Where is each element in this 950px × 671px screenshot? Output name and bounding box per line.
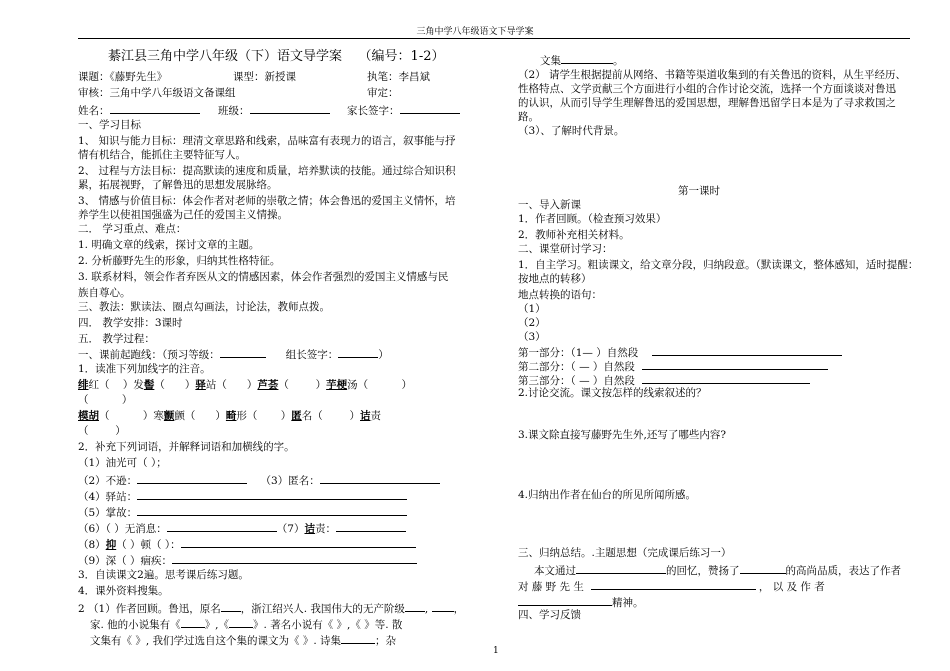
research-task: 4．课外资料搜集。 — [78, 585, 169, 597]
goal-3-cont: 养学生以使祖国强盛为己任的爱国主义情操。 — [78, 209, 288, 221]
meta-approve: 审定： — [367, 87, 399, 99]
pinyin-task: 1．读准下列加线字的注音。 — [78, 363, 211, 375]
pinyin-row-2-cont: （ ） — [78, 425, 126, 437]
essay-collection-line: 文集 。 — [540, 52, 624, 69]
keypoint-1: 1. 明确文章的线索，探讨文章的主题。 — [78, 239, 260, 251]
keypoint-3-cont: 族自尊心。 — [78, 287, 131, 299]
title-text: 綦江县三角中学八年级（下）语文导学案 — [108, 49, 343, 64]
vocab-task: 2．补充下列词语，并解释词语和加横线的字。 — [78, 441, 295, 453]
place-1: （1） — [518, 303, 546, 315]
place-2: （2） — [518, 317, 546, 329]
vocab-2-3: （2）不逊： （3）匿名： — [78, 472, 440, 489]
page-number: 1 — [493, 646, 499, 656]
pinyin-row-2: 模胡（ ）寒颤颤（ ）畸形（ ）匿名（ ）诘责 — [78, 410, 381, 422]
discussion-3: 的认识，从而引导学生理解鲁迅的爱国思想，理解鲁迅留学日本是为了寻求救国之 — [518, 97, 896, 109]
pinyin-row-1-cont: （ ） — [78, 394, 133, 406]
meta-author: 执笔：李昌斌 — [367, 71, 430, 83]
running-header: 三角中学八年级语文下导学案 — [416, 27, 534, 37]
keypoint-2: 2. 分析藤野先生的形象，归纳其性格特征。 — [78, 255, 281, 267]
vocab-4: （4）驿站： — [78, 488, 407, 505]
author-line-2: 家. 他的小说集有《 》,《 》. 著名小说有《 》,《 》等. 散 — [90, 616, 402, 633]
vocab-1: （1）油光可（ ）； — [78, 457, 167, 469]
place-3: （3） — [518, 331, 546, 343]
question-sendai: 4.归纳出作者在仙台的所见所闻所感。 — [518, 489, 697, 501]
reading-task: 3．自读课文2遍。思考课后练习题。 — [78, 569, 249, 581]
place-sentences: 地点转换的语句： — [518, 289, 602, 301]
feedback-section: 四、学习反馈 — [518, 609, 581, 621]
question-content: 3.课文除直接写藤野先生外,还写了哪些内容? — [518, 429, 726, 441]
part-3: 第三部分：（ — ）自然段 — [518, 372, 810, 389]
theme-line-2: 对 藤 野 先 生 ， 以 及 作 者 — [518, 578, 825, 595]
discussion-1: （2） 请学生根据提前从网络、书籍等渠道收集到的有关鲁迅的资料，从生平经历、 — [518, 69, 907, 81]
vocab-5: （5）掌故： — [78, 504, 407, 521]
parent-sign-field[interactable]: 家长签字： — [347, 102, 460, 119]
intro-section: 一、导入新课 — [518, 199, 581, 211]
class-study: 二、课堂研讨学习： — [518, 243, 613, 255]
summary-section: 三、归纳总结。.主题思想（完成课后练习一） — [518, 547, 732, 559]
background-task: （3）、了解时代背景。 — [518, 125, 625, 137]
discussion-2: 性格特点、文学贡献三个方面进行小组的合作讨论交流，选择一个方面谈谈对鲁迅 — [518, 83, 896, 95]
vocab-8: （8）抑（ ）顿（ ）： — [78, 536, 416, 553]
section-schedule: 四． 教学安排：3课时 — [78, 317, 183, 329]
section-process: 五． 教学过程： — [78, 333, 155, 345]
goal-2: 2、 过程与方法目标：提高默读的速度和质量，培养默读的技能。通过综合知识积 — [78, 165, 456, 177]
section-method: 三、教法：默读法、圈点勾画法，讨论法，教师点拨。 — [78, 301, 330, 313]
intro-2: 2．教师补充相关材料。 — [518, 229, 630, 241]
title-code: （编号：1-2） — [358, 49, 445, 64]
theme-line-1: 本文通过 的回忆，赞扬了 的高尚品质，表达了作者 — [534, 562, 901, 579]
meta-topic: 课题：《藤野先生》 — [78, 71, 168, 83]
part-2: 第二部分：（ — ）自然段 — [518, 358, 828, 375]
author-line-3: 文集有《 》, 我们学过选自这个集的课文为《 》. 诗集 ；杂 — [90, 632, 396, 649]
preview-grade-blank[interactable] — [220, 346, 266, 358]
name-field[interactable]: 姓名： — [78, 102, 200, 119]
theme-line-3: 精神。 — [518, 594, 644, 611]
self-study: 1．自主学习。粗读课文，给文章分段，归纳段意。（默读课文，整体感知，适时提醒： — [518, 259, 919, 271]
section-goals: 一、学习目标 — [78, 119, 141, 131]
vocab-6-7: （6）（ ）无消息： （7）诘责： — [78, 520, 406, 537]
goal-3: 3、 情感与价值目标：体会作者对老师的崇敬之情；体会鲁迅的爱国主义情怀，培 — [78, 195, 456, 207]
doc-title — [108, 50, 444, 65]
vocab-9: （9）深（ ）痼疾： — [78, 552, 417, 569]
author-line-1: 2 （1）作者回顾。鲁迅，原名 ，浙江绍兴人. 我国伟大的无产阶级 , ， — [78, 600, 464, 617]
keypoint-3: 3. 联系材料，领会作者弃医从文的情感因素，体会作者强烈的爱国主义情感与民 — [78, 271, 449, 283]
goal-1-cont: 情有机结合，能抓住主要特征写人。 — [78, 149, 246, 161]
pinyin-row-1: 绯红（ ）发髻（ ）驿站（ ）芦荟（ ）芋梗汤（ ） — [78, 379, 413, 391]
part-1: 第一部分：（1— ）自然段 — [518, 344, 842, 361]
goal-2-cont: 累，拓展视野，了解鲁迅的思想发展脉络。 — [78, 179, 278, 191]
discussion-4: 路。 — [518, 111, 539, 123]
question-clue: 2.讨论交流。课文按怎样的线索叙述的？ — [518, 387, 707, 399]
header-rule — [78, 38, 910, 39]
self-study-cont: 按地点的转移） — [518, 273, 592, 285]
meta-type: 课型：新授课 — [233, 71, 296, 83]
preview-line: 一、课前起跑线：（预习等级： 组长签字： ） — [78, 346, 389, 363]
meta-review: 审核：三角中学八年级语文备课组 — [78, 87, 236, 99]
section-keypoints: 二． 学习重点、难点： — [78, 223, 187, 235]
class-field[interactable]: 班级： — [218, 102, 330, 119]
lesson-heading: 第一课时 — [678, 185, 720, 197]
intro-1: 1．作者回顾。（检查预习效果） — [518, 213, 667, 225]
leader-sign-blank[interactable] — [338, 346, 378, 358]
goal-1: 1、 知识与能力目标：理清文章思路和线索，品味富有表现力的语言，叙事能与抒 — [78, 135, 456, 147]
